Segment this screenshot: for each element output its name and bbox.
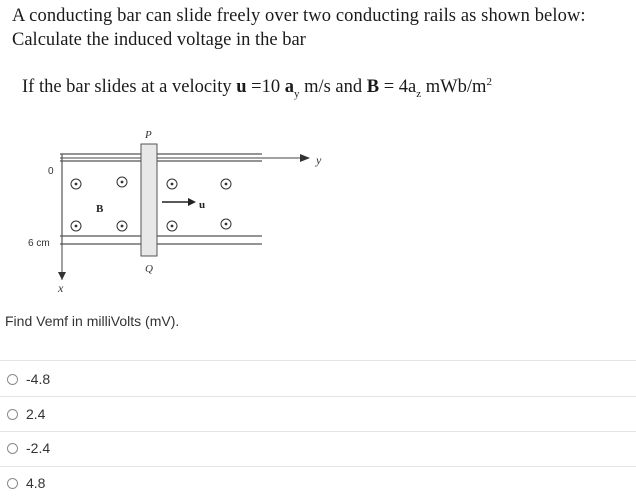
b-label: B <box>96 203 104 215</box>
field-unit: mWb/m <box>421 77 487 98</box>
y-label: y <box>316 153 322 167</box>
velocity-arrow-icon <box>188 198 196 206</box>
problem-line-1: A conducting bar can slide freely over two conducting rails as shown below: <box>12 6 586 26</box>
sliding-bar <box>141 144 157 256</box>
field-value: = 4a <box>379 77 417 98</box>
option-2[interactable] <box>0 396 636 431</box>
option-label: -4.8 <box>26 371 51 387</box>
a-symbol: a <box>284 77 294 98</box>
u-label: u <box>199 199 206 211</box>
option-label: 2.4 <box>26 406 46 422</box>
radio-icon[interactable] <box>7 409 18 420</box>
b-symbol: B <box>366 77 380 98</box>
option-3[interactable] <box>0 431 636 466</box>
option-1[interactable] <box>0 360 636 395</box>
x-axis-arrow-icon <box>58 272 66 280</box>
problem-line-2: Calculate the induced voltage in the bar <box>12 30 306 50</box>
rail-diagram <box>0 120 340 295</box>
distance-label: 6 cm <box>28 238 50 249</box>
q-label: Q <box>145 263 153 275</box>
sub-y: y <box>293 87 300 100</box>
velocity-value: =10 <box>246 77 285 98</box>
p-label: P <box>145 129 152 141</box>
y-axis-arrow-icon <box>300 154 310 162</box>
option-label: 4.8 <box>26 475 46 491</box>
sub-z: z <box>416 87 422 100</box>
radio-icon[interactable] <box>7 443 18 454</box>
question-prompt: Find Vemf in milliVolts (mV). <box>5 313 180 329</box>
x-label: x <box>58 281 64 295</box>
velocity-text: If the bar slides at a velocity <box>22 77 237 98</box>
option-4[interactable] <box>0 466 636 501</box>
radio-icon[interactable] <box>7 374 18 385</box>
u-symbol: u <box>236 77 247 98</box>
origin-label: 0 <box>48 166 54 177</box>
problem-line-3 <box>22 76 492 100</box>
radio-icon[interactable] <box>7 478 18 489</box>
velocity-unit: m/s and <box>299 77 367 98</box>
sup-2: 2 <box>486 76 492 88</box>
option-label: -2.4 <box>26 440 51 456</box>
